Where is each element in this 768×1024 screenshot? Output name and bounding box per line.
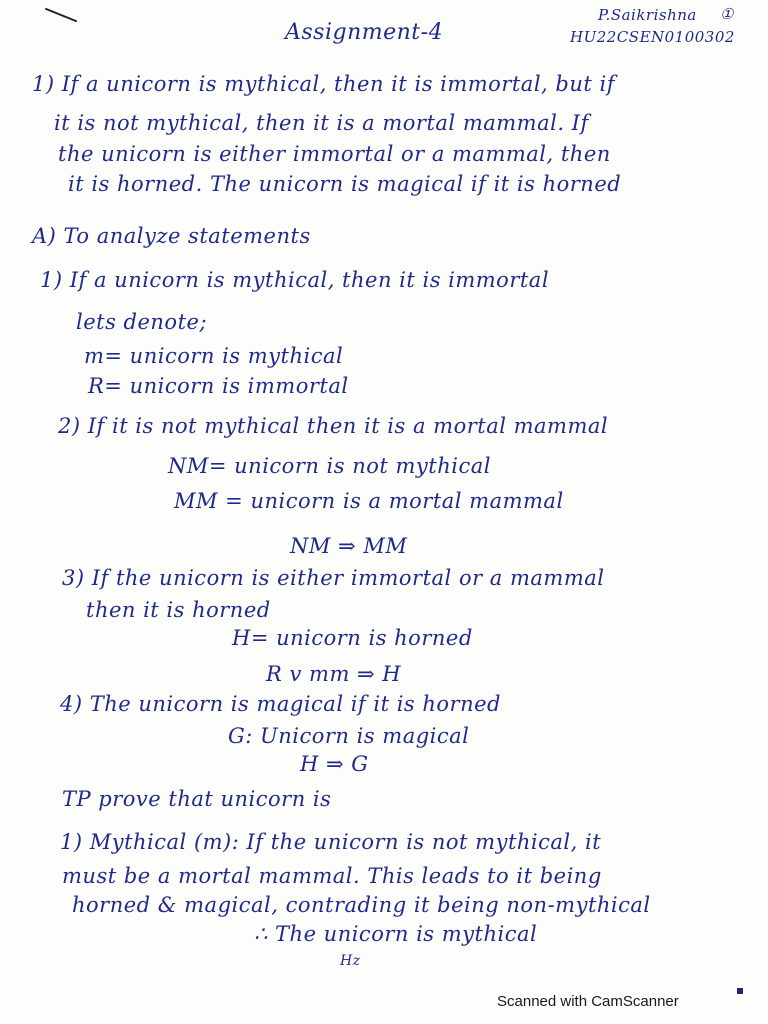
proof-line-1: 1) Mythical (m): If the unicorn is not mythical, it	[60, 830, 602, 854]
statement-1: 1) If a unicorn is mythical, then it is immortal	[40, 268, 550, 292]
definition-r: R= unicorn is immortal	[88, 374, 349, 398]
camscanner-watermark: Scanned with CamScanner	[497, 993, 679, 1010]
definition-m: m= unicorn is mythical	[84, 344, 344, 368]
proof-line-3: horned & magical, contrading it being non-mythical	[72, 893, 651, 917]
question-line-4: it is horned. The unicorn is magical if it is horned	[68, 172, 622, 196]
lets-denote: lets denote;	[76, 310, 208, 334]
end-mark: Hz	[340, 953, 361, 969]
statement-3b: then it is horned	[86, 598, 271, 622]
statement-4: 4) The unicorn is magical if it is horned	[60, 692, 501, 716]
answer-intro: A) To analyze statements	[32, 224, 311, 248]
definition-nm: NM= unicorn is not mythical	[168, 454, 491, 478]
author-name: P.Saikrishna	[598, 6, 697, 24]
definition-mm: MM = unicorn is a mortal mammal	[174, 489, 564, 513]
assignment-title: Assignment-4	[285, 20, 444, 45]
corner-mark	[737, 988, 743, 994]
pen-stroke-mark	[45, 8, 77, 23]
prove-heading: TP prove that unicorn is	[62, 787, 332, 811]
implication-3: R v mm ⇒ H	[266, 662, 402, 686]
proof-conclusion: ∴ The unicorn is mythical	[254, 922, 538, 946]
roll-number: HU22CSEN0100302	[570, 28, 735, 46]
implication-2: NM ⇒ MM	[290, 534, 408, 558]
question-line-1: 1) If a unicorn is mythical, then it is immortal, but if	[32, 72, 615, 96]
question-line-3: the unicorn is either immortal or a mammal, then	[58, 142, 611, 166]
question-line-2: it is not mythical, then it is a mortal mammal. If	[54, 111, 589, 135]
implication-4: H ⇒ G	[300, 752, 369, 776]
statement-3a: 3) If the unicorn is either immortal or a mammal	[62, 566, 605, 590]
statement-2: 2) If it is not mythical then it is a mortal mammal	[58, 414, 609, 438]
proof-line-2: must be a mortal mammal. This leads to it being	[62, 864, 602, 888]
definition-g: G: Unicorn is magical	[228, 724, 470, 748]
page-number: ①	[720, 5, 734, 23]
definition-h: H= unicorn is horned	[232, 626, 473, 650]
